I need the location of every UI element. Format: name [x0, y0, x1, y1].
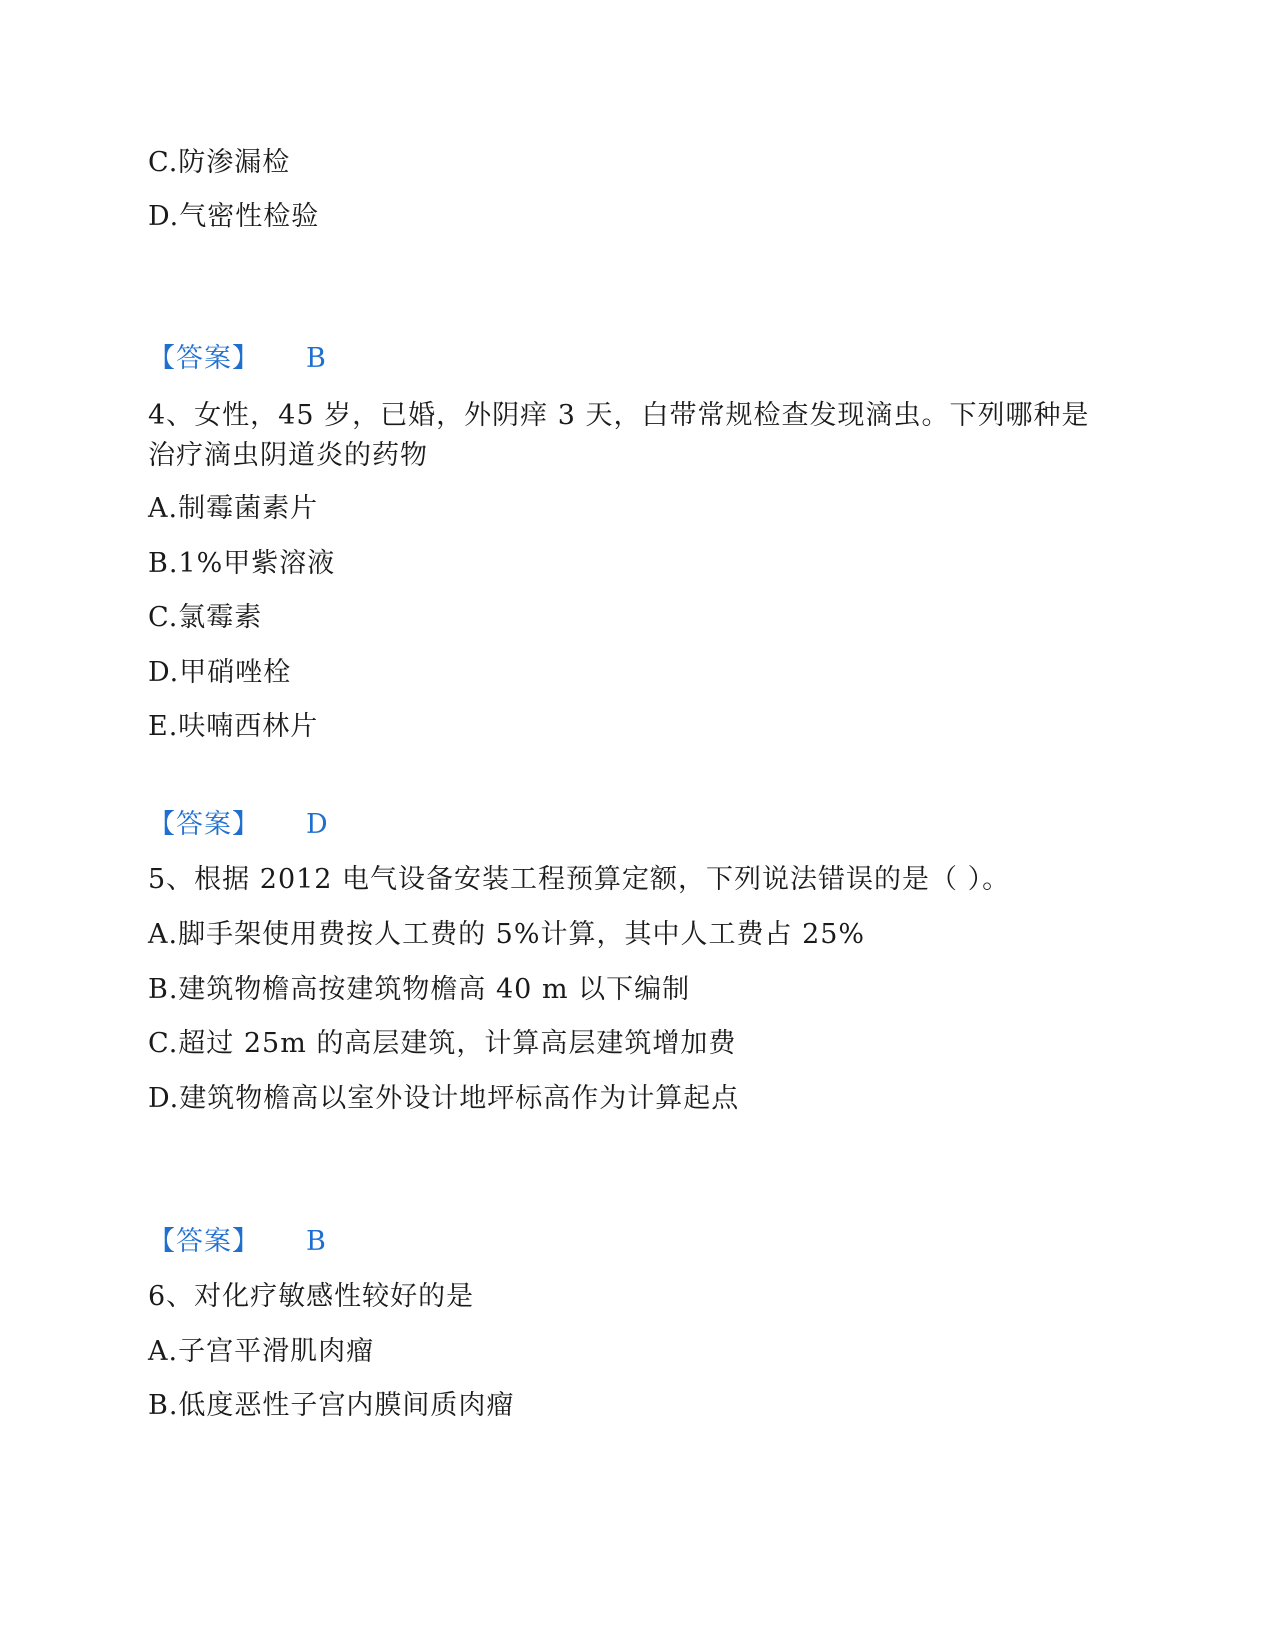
q5-option-c: C.超过 25m 的高层建筑，计算高层建筑增加费 — [148, 1028, 737, 1059]
q4-option-a: A.制霉菌素片 — [148, 493, 319, 524]
q5-option-b: B.建筑物檐高按建筑物檐高 40 m 以下编制 — [148, 974, 691, 1005]
answer-value: B — [306, 343, 327, 374]
answer-label: 【答案】 — [148, 809, 260, 840]
q5-stem: 5、根据 2012 电气设备安装工程预算定额，下列说法错误的是（ ）。 — [148, 864, 1011, 895]
answer-value: D — [306, 809, 329, 840]
q5-option-d: D.建筑物檐高以室外设计地坪标高作为计算起点 — [148, 1083, 740, 1114]
q3-option-d: D.气密性检验 — [148, 201, 320, 232]
q3-option-c: C.防渗漏检 — [148, 147, 291, 178]
q6-option-a: A.子宫平滑肌肉瘤 — [148, 1336, 375, 1367]
q4-option-c: C.氯霉素 — [148, 602, 263, 633]
answer-label: 【答案】 — [148, 1226, 260, 1257]
answer-label: 【答案】 — [148, 343, 260, 374]
q3-answer — [148, 342, 327, 376]
answer-value: B — [306, 1226, 327, 1257]
q5-option-a: A.脚手架使用费按人工费的 5%计算，其中人工费占 25% — [148, 919, 866, 950]
q4-option-d: D.甲硝唑栓 — [148, 657, 292, 688]
q4-option-b: B.1%甲紫溶液 — [148, 548, 336, 579]
q4-stem: 4、女性，45 岁，已婚，外阴痒 3 天，白带常规检查发现滴虫。下列哪种是治疗滴虫阴道炎的药物 — [148, 400, 1090, 471]
q6-stem: 6、对化疗敏感性较好的是 — [148, 1281, 475, 1312]
q6-option-b: B.低度恶性子宫内膜间质肉瘤 — [148, 1390, 515, 1421]
q5-answer — [148, 1225, 327, 1259]
q4-answer — [148, 808, 329, 842]
q4-option-e: E.呋喃西林片 — [148, 711, 319, 742]
